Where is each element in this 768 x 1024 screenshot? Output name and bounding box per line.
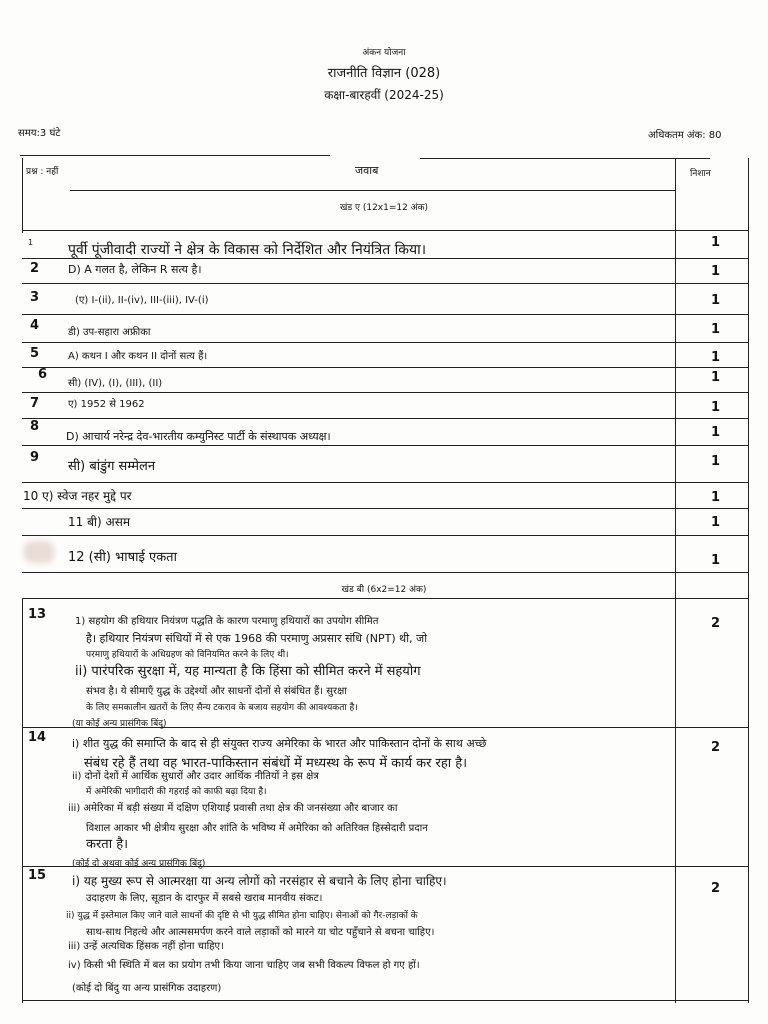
section-a-title: खंड ए (12x1=12 अंक): [339, 203, 429, 213]
row-mark: 1: [711, 553, 721, 568]
row-divider: [22, 418, 748, 419]
row-mark: 1: [711, 370, 721, 385]
question-number: 8: [30, 419, 40, 434]
answer-line: उदाहरण के लिए, सूडान के दारफुर में सबसे खराब मानवीय संकट।: [86, 893, 323, 904]
row-mark: 2: [711, 881, 721, 896]
answer-text: 12 (सी) भाषाई एकता: [68, 550, 177, 565]
answer-line: करता है।: [86, 837, 129, 852]
doc-class-year: कक्षा-बारहवीं (2024-25): [324, 88, 444, 102]
section-a-title-bottom: [22, 230, 748, 231]
answer-line: (कोई दो अथवा कोई अन्य प्रासंगिक बिंदु): [72, 859, 206, 869]
question-number: 13: [28, 607, 47, 622]
answer-text: ए) 1952 से 1962: [68, 399, 145, 410]
row-divider: [22, 342, 748, 343]
row-mark: 1: [711, 322, 721, 337]
row-divider: [22, 535, 748, 536]
row-mark: 2: [711, 740, 721, 755]
answer-text: डी) उप-सहारा अफ्रीका: [68, 327, 151, 338]
question-number: 15: [28, 868, 47, 883]
question-number: 4: [30, 318, 40, 333]
marks-column-divider: [675, 158, 676, 598]
paper-stain: [24, 541, 54, 563]
row-divider: [22, 283, 748, 284]
doc-scheme-label: अंकन योजना: [362, 48, 406, 58]
answer-line: ii) पारंपरिक सुरक्षा में, यह मान्यता है कि हिंसा को सीमित करने में सहयोग: [75, 664, 421, 679]
row-divider: [22, 866, 748, 867]
answer-line: ii) दोनों देशों में आर्थिक सुधारों और उदार आर्थिक नीतियों ने इस क्षेत्र: [72, 771, 319, 782]
answer-line: i) यह मुख्य रूप से आत्मरक्षा या अन्य लोगों को नरसंहार से बचाने के लिए होना चाहिए।: [72, 874, 447, 888]
row-mark: 1: [711, 425, 721, 440]
table-bottom-border: [22, 1000, 748, 1001]
answer-text: D) आचार्य नरेन्द्र देव-भारतीय कम्युनिस्ट पार्टी के संस्थापक अध्यक्ष।: [66, 430, 331, 443]
answer-line: विशाल आकार भी क्षेत्रीय सुरक्षा और शांति के भविष्य में अमेरिका को अतिरिक्त हिस्सेदारी प्रदान: [86, 823, 428, 834]
answer-line: iii) अमेरिका में बड़ी संख्या में दक्षिण एशियाई प्रवासी तथा क्षेत्र की जनसंख्या और बाजार का: [68, 803, 398, 814]
answer-text: सी) बांडुंग सम्मेलन: [68, 459, 156, 474]
row-divider: [22, 258, 748, 259]
table-top-border-mid: [420, 158, 710, 159]
column-header-marks: निशान: [690, 169, 711, 179]
row-mark: 1: [711, 350, 721, 365]
section-b-left-border: [22, 598, 23, 1003]
answer-line: के लिए समकालीन खतरों के लिए सैन्य टकराव के बजाय सहयोग की आवश्यकता है।: [86, 703, 358, 713]
answer-line: iv) किसी भी स्थिति में बल का प्रयोग तभी किया जाना चाहिए जब सभी विकल्प विफल हो गए हों।: [68, 960, 420, 971]
row-divider: [22, 508, 748, 509]
answer-text: A) कथन I और कथन II दोनों सत्य हैं।: [68, 351, 208, 362]
answer-line: साथ-साथ निहत्थे और आत्मसमर्पण करने वाले लड़ाकों को मारने या चोट पहुँचाने से बचना चाहिए।: [86, 927, 435, 938]
question-number: 9: [30, 450, 40, 465]
row-mark: 1: [711, 400, 721, 415]
section-b-right-border: [748, 598, 749, 1003]
time-allowed: समय:3 घंटे: [18, 128, 61, 139]
row-divider: [22, 445, 748, 446]
row-mark: 2: [711, 616, 721, 631]
row-mark: 1: [711, 515, 721, 530]
answer-line: में अमेरिकी भागीदारी की गहराई को काफी बढ़ा दिया है।: [86, 787, 267, 797]
row-divider: [22, 572, 748, 573]
answer-line: संभव है। ये सीमाएँ युद्ध के उद्देश्यों और साधनों दोनों से संबंधित हैं। सुरक्षा: [86, 686, 347, 697]
section-b-marks-divider: [675, 598, 676, 1003]
answer-text: सी) (IV), (I), (III), (II): [68, 378, 163, 389]
question-number: 5: [30, 346, 40, 361]
question-number: 6: [38, 367, 48, 382]
answer-line: iii) उन्हें अत्यधिक हिंसक नहीं होना चाहिए।: [68, 941, 224, 952]
answer-line: परमाणु हथियारों के अधिग्रहण को विनियमित करने के लिए थी।: [86, 650, 289, 660]
question-number: 14: [28, 730, 47, 745]
row-mark: 1: [711, 293, 721, 308]
row-mark: 1: [711, 454, 721, 469]
answer-text: 10 ए) स्वेज नहर मुद्दे पर: [23, 489, 132, 503]
answer-line: (या कोई अन्य प्रासंगिक बिंदु): [72, 719, 167, 729]
doc-subject: राजनीति विज्ञान (028): [327, 66, 441, 81]
answer-line: i) शीत युद्ध की समाप्ति के बाद से ही संयुक्त राज्य अमेरिका के भारत और पाकिस्तान दोनों के साथ अच्छे: [72, 737, 487, 750]
answer-text: 11 बी) असम: [68, 515, 130, 529]
table-left-border: [22, 158, 23, 233]
question-number: 1: [28, 238, 34, 247]
question-number: 3: [30, 290, 40, 305]
answer-line: (कोई दो बिंदु या अन्य प्रासंगिक उदाहरण): [72, 983, 222, 994]
column-header-answer: जवाब: [355, 164, 379, 177]
answer-line: है। हथियार नियंत्रण संधियों में से एक 1968 की परमाणु अप्रसार संधि (NPT) थी, जो: [86, 632, 428, 645]
row-divider: [22, 392, 748, 393]
max-marks: अधिकतम अंक: 80: [648, 130, 722, 141]
answer-line: संबंध रहे हैं तथा वह भारत-पाकिस्तान संबंधों में मध्यस्थ के रूप में कार्य कर रहा है।: [84, 756, 468, 771]
answer-text: D) A गलत है, लेकिन R सत्य है।: [68, 263, 202, 276]
row-mark: 1: [711, 490, 721, 505]
table-right-border: [748, 158, 749, 598]
column-header-question: प्रश्न : नहीं: [26, 167, 59, 177]
row-divider: [22, 367, 748, 368]
section-b-title: खंड बी (6x2=12 अंक): [341, 585, 427, 595]
row-divider: [22, 482, 748, 483]
table-top-border-left: [20, 155, 330, 156]
row-divider: [22, 314, 748, 315]
header-row-line: [70, 190, 675, 191]
answer-line: 1) सहयोग की हथियार नियंत्रण पद्धति के कारण परमाणु हथियारों का उपयोग सीमित: [75, 616, 379, 627]
answer-text: पूर्वी पूंजीवादी राज्यों ने क्षेत्र के विकास को निर्देशित और नियंत्रित किया।: [68, 242, 427, 258]
answer-text: (ए) I-(ii), II-(iv), III-(iii), IV-(i): [75, 295, 209, 306]
row-divider: [22, 727, 748, 728]
row-mark: 1: [711, 264, 721, 279]
section-b-title-bottom: [22, 598, 748, 599]
question-number: 7: [30, 396, 40, 411]
answer-line: ii) युद्ध में इस्तेमाल किए जाने वाले साधनों की दृष्टि से भी युद्ध सीमित होना चाहिए। सेनाओं को गैर-लड़ाकों के: [66, 911, 418, 921]
question-number: 2: [30, 261, 40, 276]
row-mark: 1: [711, 235, 721, 250]
